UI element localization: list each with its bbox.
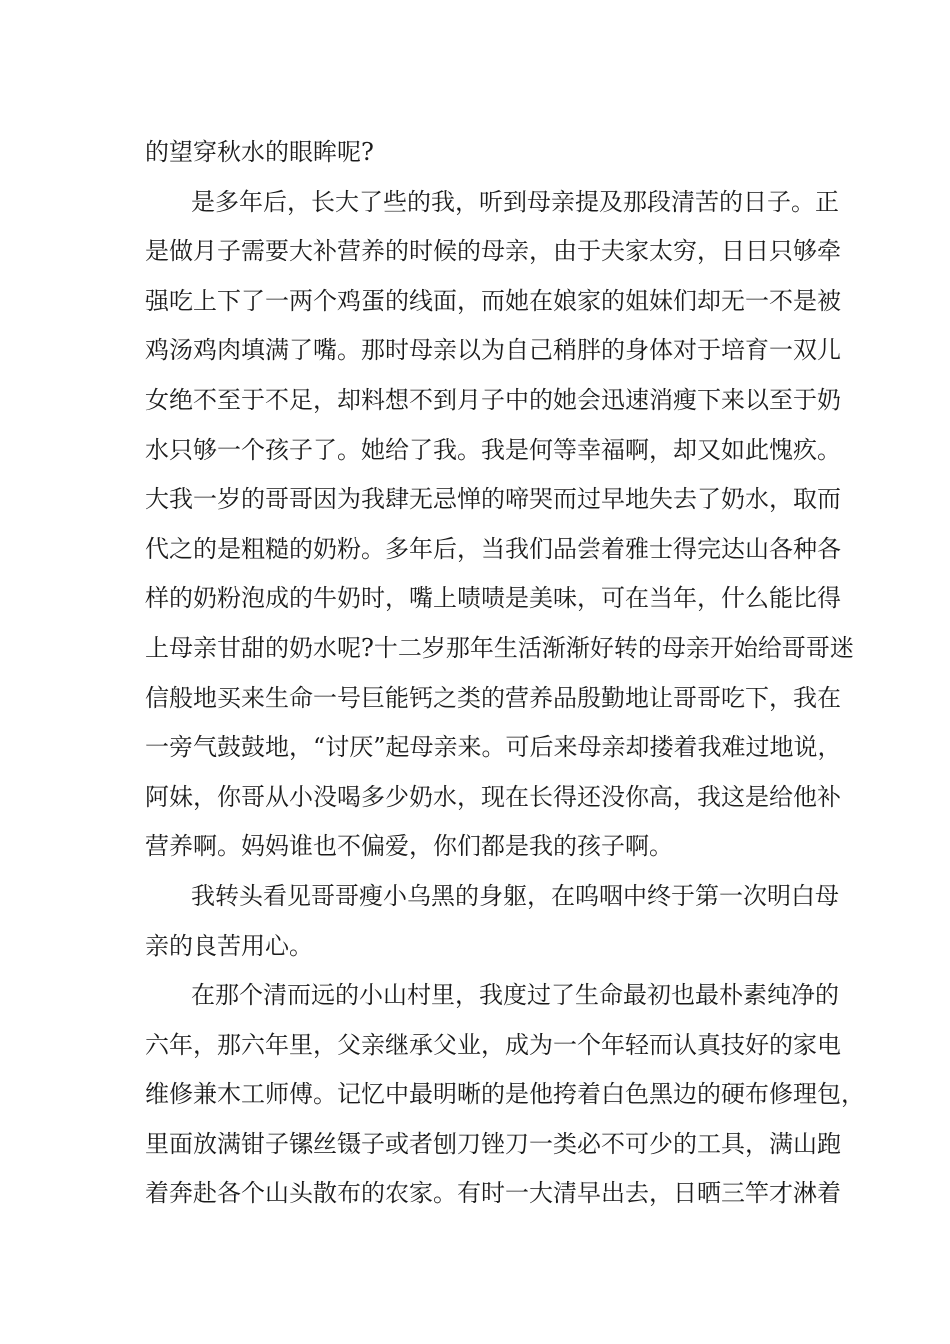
text-line: 强吃上下了一两个鸡蛋的线面，而她在娘家的姐妹们却无一不是被 [145,286,841,315]
text-line: 我转头看见哥哥瘦小乌黑的身躯，在呜咽中终于第一次明白母 [191,881,839,910]
text-line: 着奔赴各个山头散布的农家。有时一大清早出去，日晒三竿才淋着 [145,1179,841,1208]
text-line: 样的奶粉泡成的牛奶时，嘴上啧啧是美味，可在当年，什么能比得 [145,584,841,613]
text-line: 一旁气鼓鼓地，“讨厌”起母亲来。可后来母亲却搂着我难过地说， [145,733,842,762]
text-line: 亲的良苦用心。 [145,931,313,960]
text-line: 水只够一个孩子了。她给了我。我是何等幸福啊，却又如此愧疚。 [145,435,841,464]
text-line: 的望穿秋水的眼眸呢? [145,138,374,166]
text-line: 代之的是粗糙的奶粉。多年后，当我们品尝着雅士得完达山各种各 [145,534,841,563]
text-line: 大我一岁的哥哥因为我肆无忌惮的啼哭而过早地失去了奶水，取而 [145,485,841,514]
text-line: 上母亲甘甜的奶水呢?十二岁那年生活渐渐好转的母亲开始给哥哥迷 [145,633,854,662]
text-line: 女绝不至于不足，却料想不到月子中的她会迅速消瘦下来以至于奶 [145,385,841,414]
text-line: 营养啊。妈妈谁也不偏爱，你们都是我的孩子啊。 [145,832,673,861]
text-line: 六年，那六年里，父亲继承父业，成为一个年轻而认真技好的家电 [145,1030,841,1059]
text-line: 是做月子需要大补营养的时候的母亲，由于夫家太穷，日日只够牵 [145,237,841,266]
text-line: 阿妹，你哥从小没喝多少奶水，现在长得还没你高，我这是给他补 [145,782,841,811]
text-line: 是多年后，长大了些的我，听到母亲提及那段清苦的日子。正 [191,187,839,216]
text-line: 鸡汤鸡肉填满了嘴。那时母亲以为自己稍胖的身体对于培育一双儿 [145,336,841,365]
text-line: 信般地买来生命一号巨能钙之类的营养品殷勤地让哥哥吃下，我在 [145,683,841,712]
body-text [145,128,865,1219]
text-line: 里面放满钳子镙丝镊子或者刨刀锉刀一类必不可少的工具，满山跑 [145,1129,841,1158]
text-line: 维修兼木工师傅。记忆中最明晰的是他挎着白色黑边的硬布修理包， [145,1080,865,1109]
text-line: 在那个清而远的小山村里，我度过了生命最初也最朴素纯净的 [191,981,839,1010]
